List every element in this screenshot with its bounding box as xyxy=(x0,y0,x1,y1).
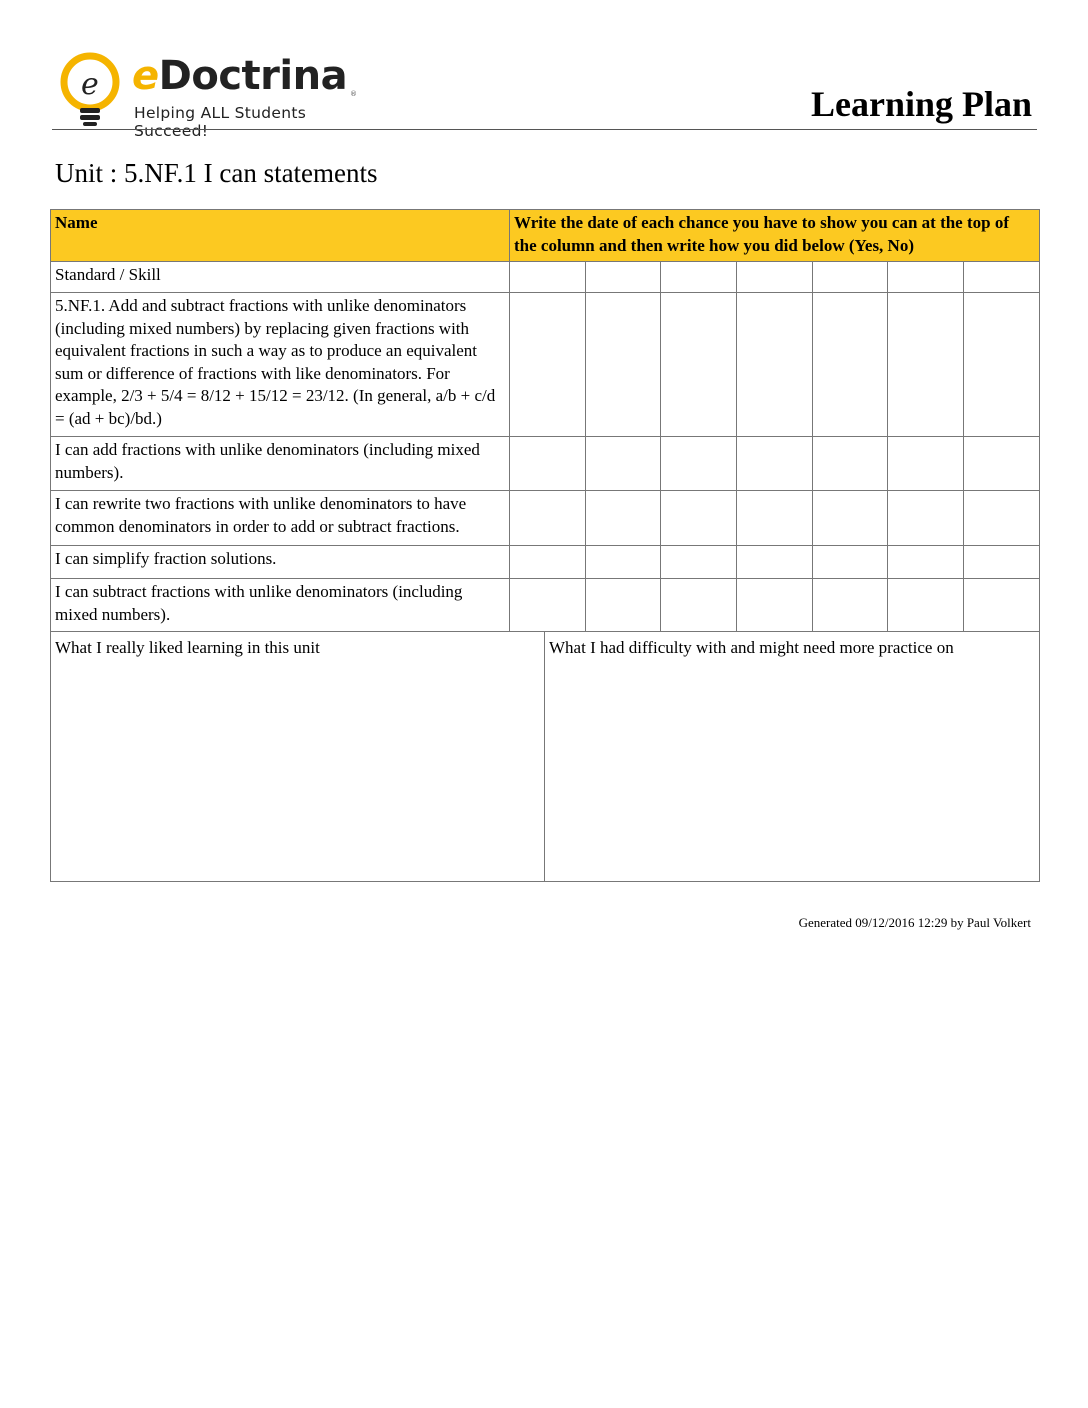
result-cell[interactable] xyxy=(888,491,964,546)
date-cell[interactable] xyxy=(585,262,661,293)
result-cell[interactable] xyxy=(737,293,813,437)
table-row xyxy=(51,579,1040,632)
skill-text: I can rewrite two fractions with unlike denominators to have common denominators in order to add or subtract fractions. xyxy=(51,491,510,546)
brand-word: Doctrina xyxy=(158,53,348,99)
result-cell[interactable] xyxy=(661,546,737,579)
date-cell[interactable] xyxy=(661,262,737,293)
brand-name xyxy=(132,53,348,99)
result-cell[interactable] xyxy=(585,546,661,579)
result-cell[interactable] xyxy=(661,437,737,491)
liked-learning-label: What I really liked learning in this unit xyxy=(55,638,320,657)
result-cell[interactable] xyxy=(964,491,1040,546)
skill-text: I can add fractions with unlike denominators (including mixed numbers). xyxy=(51,437,510,491)
liked-learning-box[interactable] xyxy=(51,632,545,882)
result-cell[interactable] xyxy=(510,437,586,491)
result-cell[interactable] xyxy=(964,579,1040,632)
result-cell[interactable] xyxy=(661,491,737,546)
table-row xyxy=(51,491,1040,546)
difficulty-label: What I had difficulty with and might need more practice on xyxy=(549,638,954,657)
result-cell[interactable] xyxy=(585,437,661,491)
result-cell[interactable] xyxy=(737,491,813,546)
skill-text: I can simplify fraction solutions. xyxy=(51,546,510,579)
registered-mark: ® xyxy=(350,90,357,98)
result-cell[interactable] xyxy=(737,546,813,579)
date-row xyxy=(51,262,1040,293)
result-cell[interactable] xyxy=(510,579,586,632)
brand-e: e xyxy=(132,53,159,99)
date-cell[interactable] xyxy=(888,262,964,293)
svg-text:e: e xyxy=(81,67,99,102)
result-cell[interactable] xyxy=(737,437,813,491)
result-cell[interactable] xyxy=(964,437,1040,491)
result-cell[interactable] xyxy=(812,546,888,579)
result-cell[interactable] xyxy=(812,579,888,632)
result-cell[interactable] xyxy=(510,293,586,437)
result-cell[interactable] xyxy=(964,293,1040,437)
table-header-row xyxy=(51,210,1040,262)
result-cell[interactable] xyxy=(661,579,737,632)
result-cell[interactable] xyxy=(888,293,964,437)
table-row xyxy=(51,437,1040,491)
result-cell[interactable] xyxy=(888,437,964,491)
table-row xyxy=(51,546,1040,579)
result-cell[interactable] xyxy=(888,546,964,579)
skill-text: I can subtract fractions with unlike denominators (including mixed numbers). xyxy=(51,579,510,632)
result-cell[interactable] xyxy=(585,293,661,437)
result-cell[interactable] xyxy=(510,546,586,579)
result-cell[interactable] xyxy=(661,293,737,437)
result-cell[interactable] xyxy=(888,579,964,632)
skill-text: 5.NF.1. Add and subtract fractions with unlike denominators (including mixed numbers) by replacing given fractions with equivalent fractions in such a way as to produce an equivalent sum or difference of fractions with like denominators. For example, 2/3 + 5/4 = 8/12 + 15/12 = 23/12. (In general, a/b + c/d = (ad + bc)/bd.) xyxy=(51,293,510,437)
edoctrina-logo xyxy=(52,52,372,140)
result-cell[interactable] xyxy=(812,293,888,437)
unit-title: Unit : 5.NF.1 I can statements xyxy=(55,158,378,188)
result-cell[interactable] xyxy=(737,579,813,632)
result-cell[interactable] xyxy=(585,579,661,632)
table-row xyxy=(51,293,1040,437)
date-cell[interactable] xyxy=(510,262,586,293)
brand-tagline: Helping ALL Students Succeed! xyxy=(134,104,307,140)
date-cell[interactable] xyxy=(964,262,1040,293)
date-cell[interactable] xyxy=(737,262,813,293)
name-header: Name xyxy=(51,210,510,262)
learning-plan-table xyxy=(50,209,1040,632)
instructions-header: Write the date of each chance you have to show you can at the top of the column and then write how you did below (Yes, No) xyxy=(510,210,1040,262)
document-title: Learning Plan xyxy=(810,84,1032,124)
difficulty-box[interactable] xyxy=(545,632,1040,882)
header-divider xyxy=(52,129,1037,130)
result-cell[interactable] xyxy=(812,491,888,546)
standard-label: Standard / Skill xyxy=(51,262,510,293)
generated-footer: Generated 09/12/2016 12:29 by Paul Volkert xyxy=(798,915,1031,930)
lightbulb-icon xyxy=(52,52,132,128)
date-cell[interactable] xyxy=(812,262,888,293)
reflection-table xyxy=(50,631,1040,882)
result-cell[interactable] xyxy=(812,437,888,491)
result-cell[interactable] xyxy=(964,546,1040,579)
result-cell[interactable] xyxy=(510,491,586,546)
result-cell[interactable] xyxy=(585,491,661,546)
